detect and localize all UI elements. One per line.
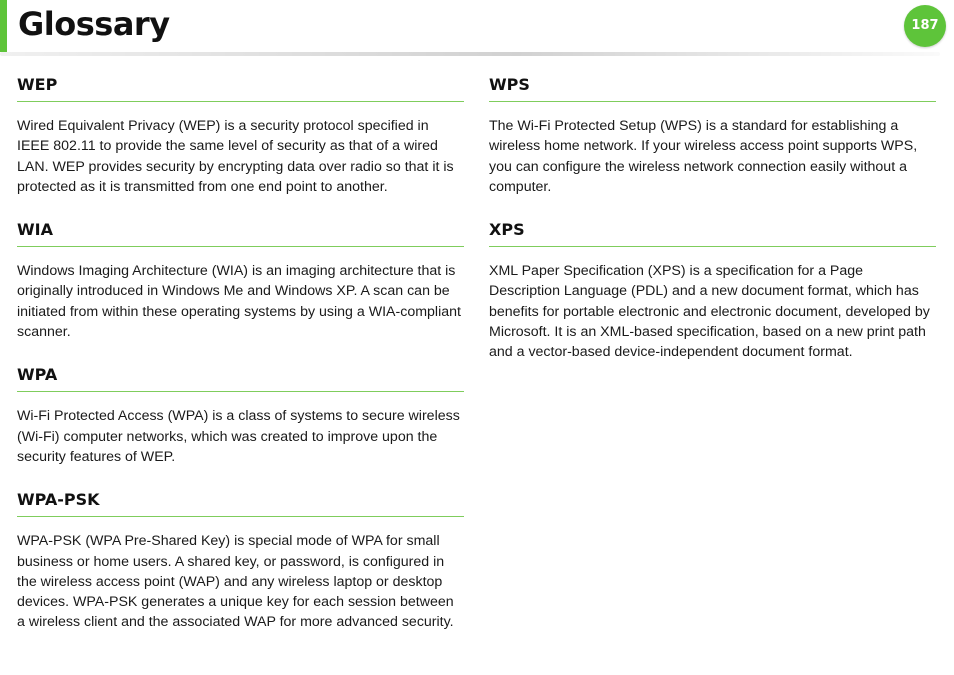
glossary-entry-wep [17,74,464,197]
header-divider [0,52,940,56]
entry-definition: The Wi-Fi Protected Setup (WPS) is a standard for establishing a wireless home network. If your wireless access point supports WPS, you can configure the wireless network connection easily without a computer. [489,118,918,195]
entry-term: WEP [17,74,464,102]
entry-term: WPA-PSK [17,489,464,517]
glossary-entry-xps [489,219,936,362]
entry-term: WIA [17,219,464,247]
entry-definition: Wi-Fi Protected Access (WPA) is a class of systems to secure wireless (Wi-Fi) computer networks, which was created to improve upon the security features of WEP. [17,408,460,465]
glossary-entry-wpa-psk [17,489,464,632]
right-column [489,74,936,385]
page-title: Glossary [18,5,170,43]
entry-definition: XML Paper Specification (XPS) is a specification for a Page Description Language (PDL) and a new document format, which has benefits for portable electronic and electronic document, developed by Microsoft. It is an XML-based specification, based on a new print path and a vector-based device-independent document format. [489,263,930,361]
glossary-entry-wpa [17,364,464,467]
entry-term: XPS [489,219,936,247]
entry-definition: Wired Equivalent Privacy (WEP) is a security protocol specified in IEEE 802.11 to provide the same level of security as that of a wired LAN. WEP provides security by encrypting data over radio so that it is protected as it is transmitted from one end point to another. [17,118,454,195]
entry-term: WPA [17,364,464,392]
entry-definition: Windows Imaging Architecture (WIA) is an imaging architecture that is originally introduced in Windows Me and Windows XP. A scan can be initiated from within these operating systems by using a WIA-compliant scanner. [17,263,461,341]
entry-term: WPS [489,74,936,102]
glossary-entry-wps [489,74,936,197]
header-accent-bar [0,0,7,52]
page-number-badge: 187 [904,5,946,47]
left-column [17,74,464,655]
glossary-entry-wia [17,219,464,342]
entry-definition: WPA-PSK (WPA Pre-Shared Key) is special mode of WPA for small business or home users. A shared key, or password, is configured in the wireless access point (WAP) and any wireless laptop or desktop devices. WPA-PSK generates a unique key for each session between a wireless client and the associated WAP for more advanced security. [17,533,454,631]
